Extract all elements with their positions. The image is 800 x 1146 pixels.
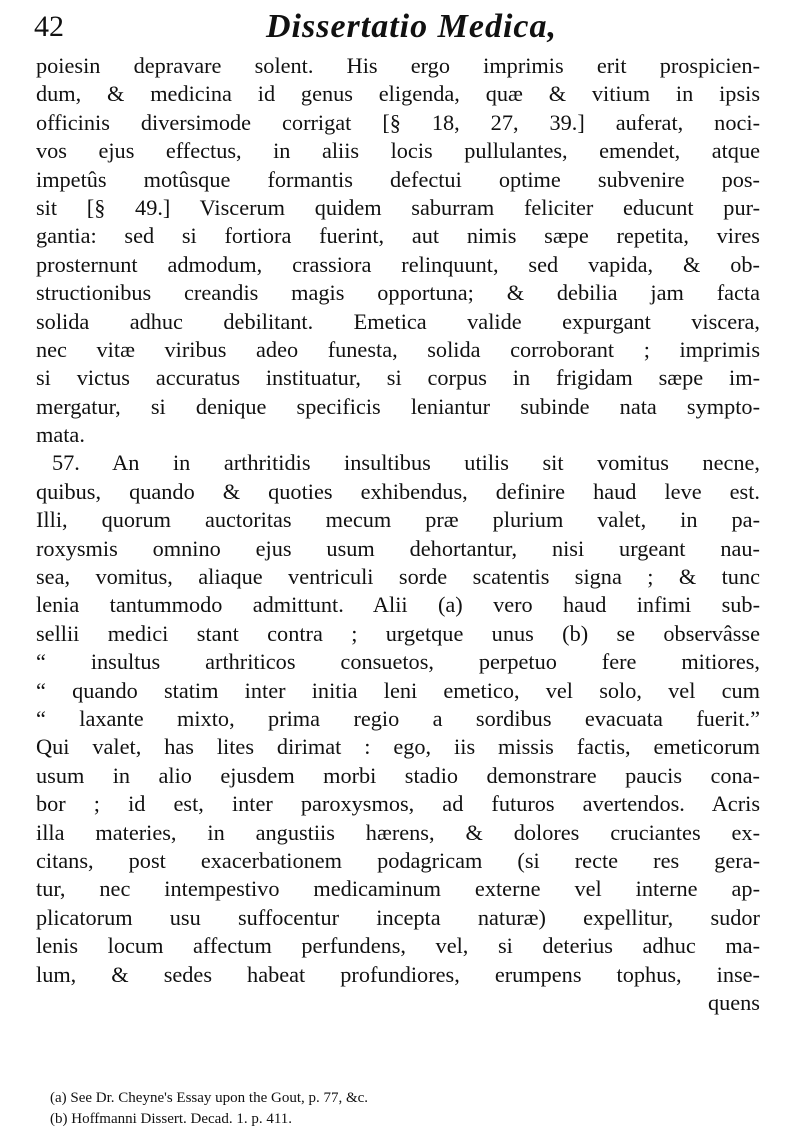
footnotes: [50, 1088, 750, 1130]
text-line: illa materies, in angustiis hærens, & dolores cruciantes ex-: [36, 819, 760, 845]
text-line: usum in alio ejusdem morbi stadio demonstrare paucis cona-: [36, 762, 760, 788]
text-line: lenis locum affectum perfundens, vel, si deterius adhuc ma-: [36, 933, 760, 959]
text-line: sea, vomitus, aliaque ventriculi sorde scatentis signa ; & tunc: [36, 564, 760, 590]
text-line: structionibus creandis magis opportuna; & debilia jam facta: [36, 280, 760, 306]
text-line: poiesin depravare solent. His ergo imprimis erit prospicien-: [36, 53, 760, 78]
text-line: prosternunt admodum, crassiora relinquunt, sed vapida, & ob-: [36, 251, 760, 277]
text-line: quibus, quando & quoties exhibendus, definire haud leve est.: [36, 478, 760, 504]
text-line: mata.: [36, 422, 85, 448]
quote-line: “ laxante mixto, prima regio a sordibus evacuata fuerit.”: [36, 705, 760, 731]
text-line: bor ; id est, inter paroxysmos, ad futuros avertendos. Acris: [36, 791, 760, 817]
running-title: Dissertatio Medica,: [266, 8, 557, 45]
quote-line: “ quando statim inter initia leni emetico, vel solo, vel cum: [36, 677, 760, 703]
text-line: citans, post exacerbationem podagricam (si recte res gera-: [36, 847, 760, 873]
text-line: officinis diversimode corrigat [§ 18, 27, 39.] auferat, noci-: [36, 109, 760, 135]
text-line: lenia tantummodo admittunt. Alii (a) vero haud infimi sub-: [36, 592, 760, 618]
body-text: [36, 52, 760, 1017]
text-line: impetûs motûsque formantis defectui optime subvenire pos-: [36, 166, 760, 192]
text-line: mergatur, si denique specificis leniantur subinde nata sympto-: [36, 393, 760, 419]
text-line: lum, & sedes habeat profundiores, erumpens tophus, inse-: [36, 961, 760, 987]
text-line: sellii medici stant contra ; urgetque unus (b) se observâsse: [36, 620, 760, 646]
footnote-a: (a) See Dr. Cheyne's Essay upon the Gout, p. 77, &c.: [50, 1090, 369, 1106]
text-line: Illi, quorum auctoritas mecum præ plurium valet, in pa-: [36, 507, 760, 533]
text-line: dum, & medicina id genus eligenda, quæ & vitium in ipsis: [36, 81, 760, 107]
page-header: [34, 6, 764, 52]
page-number: 42: [34, 10, 64, 43]
catchword: quens: [707, 989, 760, 1015]
text-line: nec vitæ viribus adeo funesta, solida corroborant ; imprimis: [36, 336, 760, 362]
quote-line: “ insultus arthriticos consuetos, perpetuo fere mitiores,: [36, 649, 760, 675]
text-line: plicatorum usu suffocentur incepta naturæ) expellitur, sudor: [36, 904, 760, 930]
text-line: si victus accuratus instituatur, si corpus in frigidam sæpe im-: [36, 365, 760, 391]
text-line: tur, nec intempestivo medicaminum externe vel interne ap-: [36, 876, 760, 902]
footnote-b: (b) Hoffmanni Dissert. Decad. 1. p. 411.: [50, 1111, 293, 1127]
text-line: solida adhuc debilitant. Emetica valide expurgant viscera,: [36, 308, 760, 334]
text-line: vos ejus effectus, in aliis locis pullulantes, emendet, atque: [36, 138, 760, 164]
text-line: gantia: sed si fortiora fuerint, aut nimis sæpe repetita, vires: [36, 223, 760, 249]
text-line: sit [§ 49.] Viscerum quidem saburram feliciter educunt pur-: [36, 194, 760, 220]
section-start-line: 57. An in arthritidis insultibus utilis sit vomitus necne,: [52, 450, 760, 476]
text-line: roxysmis omnino ejus usum dehortantur, nisi urgeant nau-: [36, 535, 760, 561]
text-line: Qui valet, has lites dirimat : ego, iis missis factis, emeticorum: [36, 734, 760, 760]
